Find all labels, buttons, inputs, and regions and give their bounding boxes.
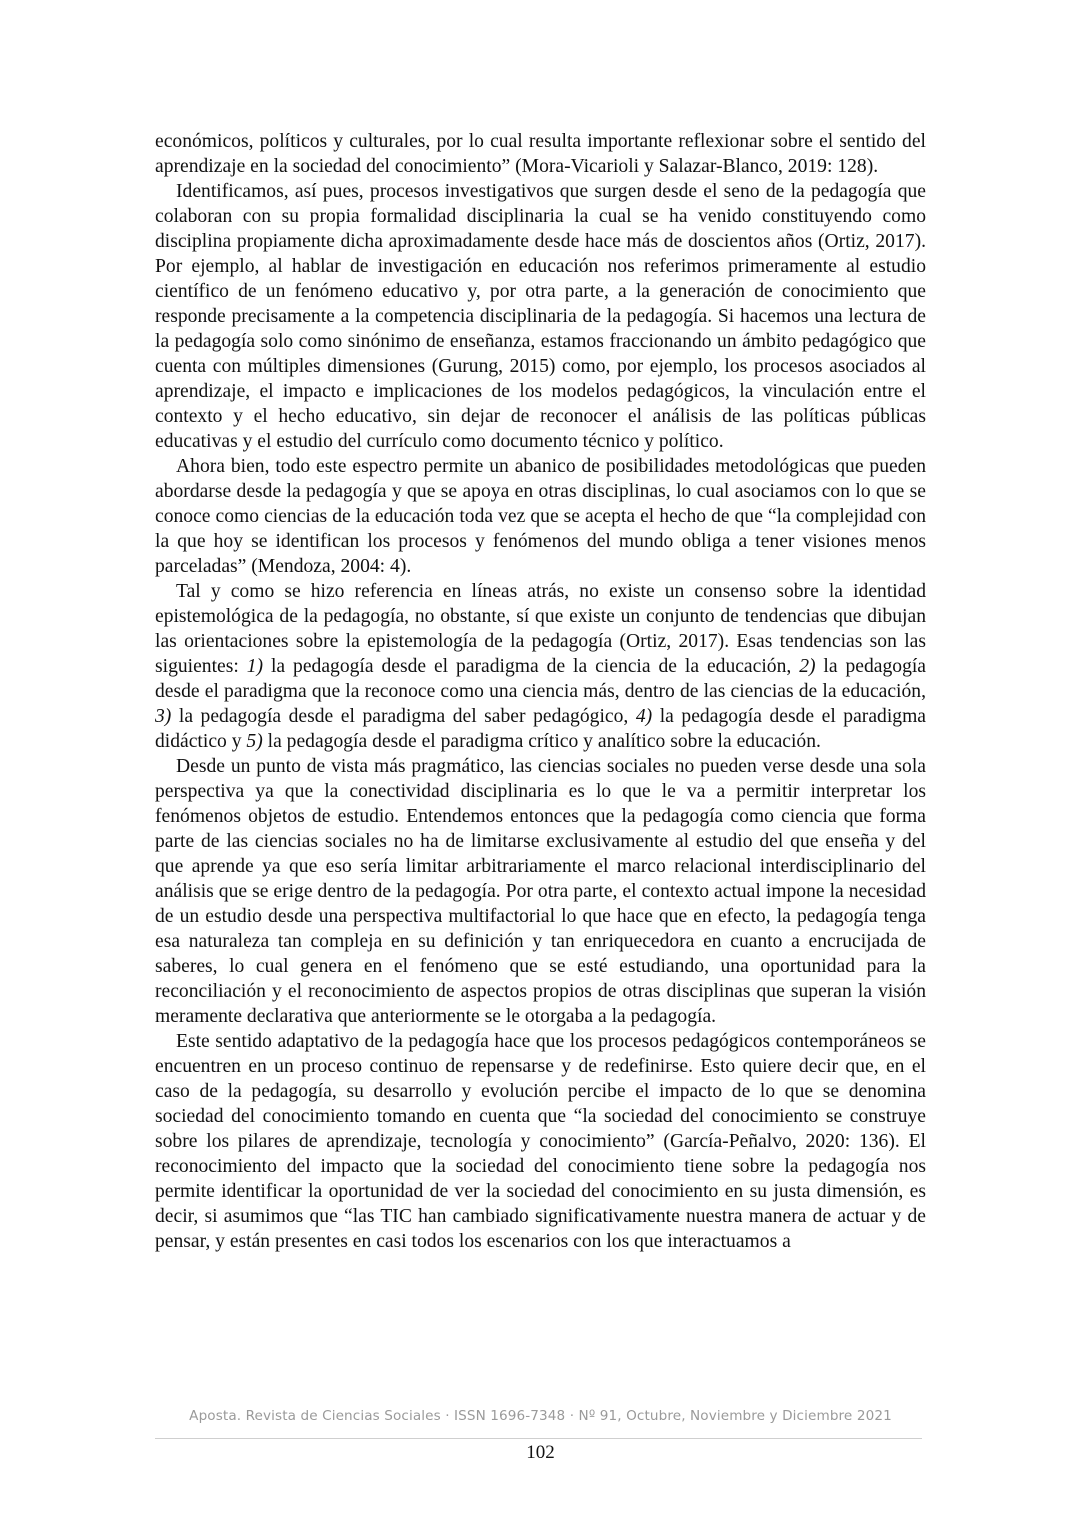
list-marker: 4) <box>635 706 653 727</box>
text-run: la pedagogía desde el paradigma del saber pedagógico, <box>171 706 636 727</box>
list-marker: 5) <box>246 731 263 752</box>
text-run: Identificamos, así pues, procesos investigativos que surgen desde el seno de la pedagogía que colaboran con su propia formalidad disciplinaria la cual se ha venido constituyendo como disciplina propiamente dicha aproximadamente desde hace más de doscientos años (Ortiz, 2017). Por ejemplo, al hablar de investigación en educación nos referimos primeramente al estudio científico de un fenómeno educativo y, por otra parte, a la generación de conocimiento que responde precisamente a la competencia disciplinaria de la pedagogía. Si hacemos una lectura de la pedagogía solo como sinónimo de enseñanza, estamos fraccionando un ámbito pedagógico que cuenta con múltiples dimensiones (Gurung, 2015) como, por ejemplo, los procesos asociados al aprendizaje, el impacto e implicaciones de los modelos pedagógicos, la vinculación entre el contexto y el hecho educativo, sin dejar de reconocer el análisis de las políticas públicas educativas y el estudio del currículo como documento técnico y político. <box>155 181 926 452</box>
list-marker: 1) <box>246 656 264 677</box>
paragraph <box>155 754 926 1029</box>
list-marker: 3) <box>155 706 172 727</box>
footer-divider <box>155 1438 922 1439</box>
paragraph <box>155 179 926 454</box>
text-run: la pedagogía desde el paradigma de la ciencia de la educación, <box>263 656 800 677</box>
journal-footer: Aposta. Revista de Ciencias Sociales · ISSN 1696-7348 · Nº 91, Octubre, Noviembre y Diciembre 2021 <box>189 1408 892 1424</box>
body-text <box>155 129 926 1254</box>
paragraph <box>155 454 926 579</box>
text-run: la pedagogía desde el paradigma didáctico y <box>155 706 927 752</box>
paragraph <box>155 1029 926 1254</box>
paragraph <box>155 129 926 179</box>
text-run: económicos, políticos y culturales, por lo cual resulta importante reflexionar sobre el sentido del aprendizaje en la sociedad del conocimiento” (Mora-Vicarioli y Salazar-Blanco, 2019: 128). <box>155 131 926 177</box>
text-run: Desde un punto de vista más pragmático, las ciencias sociales no pueden verse desde una sola perspectiva ya que la conectividad disciplinaria es lo que le va a permitir interpretar los fenómenos objetos de estudio. Entendemos entonces que la pedagogía como ciencia que forma parte de las ciencias sociales no ha de limitarse exclusivamente al estudio del que enseña y del que aprende ya que eso sería limitar arbitrariamente el marco relacional interdisciplinario del análisis que se erige dentro de la pedagogía. Por otra parte, el contexto actual impone la necesidad de un estudio desde una perspectiva multifactorial lo que hace que en efecto, la pedagogía tenga esa naturaleza tan compleja en su definición y tan enriquecedora en cuanto a encrucijada de saberes, lo cual genera en el fenómeno que se esté estudiando, una oportunidad para la reconciliación y el reconocimiento de aspectos propios de otras disciplinas que superan la visión meramente declarativa que anteriormente se le otorgaba a la pedagogía. <box>155 756 926 1027</box>
paragraph <box>155 579 926 754</box>
page-number: 102 <box>526 1442 555 1463</box>
text-run: Ahora bien, todo este espectro permite un abanico de posibilidades metodológicas que pueden abordarse desde la pedagogía y que se apoya en otras disciplinas, lo cual asociamos con lo que se conoce como ciencias de la educación toda vez que se acepta el hecho de que “la complejidad con la que hoy se identifican los procesos y fenómenos del mundo obliga a tener visiones menos parceladas” (Mendoza, 2004: 4). <box>155 456 926 577</box>
text-run: la pedagogía desde el paradigma que la reconoce como una ciencia más, dentro de las ciencias de la educación, <box>155 656 927 702</box>
text-run: la pedagogía desde el paradigma crítico y analítico sobre la educación. <box>262 731 821 752</box>
text-run: Este sentido adaptativo de la pedagogía hace que los procesos pedagógicos contemporáneos se encuentren en un proceso continuo de repensarse y de redefinirse. Esto quiere decir que, en el caso de la pedagogía, su desarrollo y evolución percibe el impacto de lo que se denomina sociedad del conocimiento tomando en cuenta que “la sociedad del conocimiento se construye sobre los pilares de aprendizaje, tecnología y conocimiento” (García-Peñalvo, 2020: 136). El reconocimiento del impacto que la sociedad del conocimiento tiene sobre la pedagogía nos permite identificar la oportunidad de ver la sociedad del conocimiento en su justa dimensión, es decir, si asumimos que “las TIC han cambiado significativamente nuestra manera de actuar y de pensar, y están presentes en casi todos los escenarios con los que interactuamos a <box>155 1031 926 1252</box>
list-marker: 2) <box>799 656 816 677</box>
text-run: Tal y como se hizo referencia en líneas atrás, no existe un consenso sobre la identidad epistemológica de la pedagogía, no obstante, sí que existe un conjunto de tendencias que dibujan las orientaciones sobre la epistemología de la pedagogía (Ortiz, 2017). Esas tendencias son las siguientes: <box>155 581 926 677</box>
